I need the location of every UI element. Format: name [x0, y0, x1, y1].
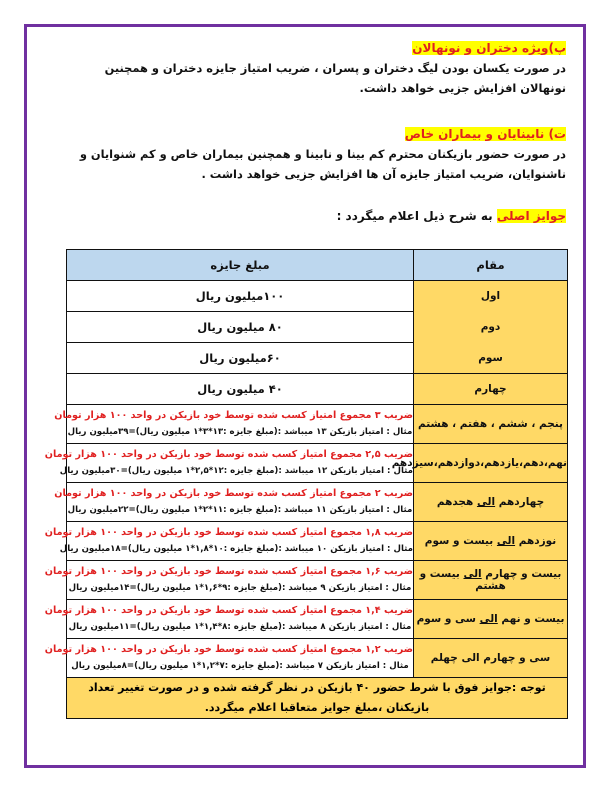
rank-range-cell	[414, 639, 568, 678]
rank-cell: چهارم	[414, 374, 568, 405]
amount-cell: ۱۰۰میلیون ریال	[67, 281, 414, 312]
header-amount: مبلغ جایزه	[67, 250, 414, 281]
formula-cell	[44, 639, 414, 678]
amount-cell: ۸۰ میلیون ریال	[67, 312, 414, 343]
table-row	[67, 639, 568, 678]
header-rank: مقام	[414, 250, 568, 281]
rank-range-start: بیست و نهم	[497, 613, 565, 625]
rank-range-start: سی و چهارم الی چهلم	[430, 652, 551, 664]
formula-cell	[44, 444, 414, 483]
formula-cell	[44, 600, 414, 639]
formula-example: مثال : امتیاز بازیکن ۷ میباشد :(مبلغ جایزه :۷*۱,۲*۱ میلیون ریال)=۸میلیون ریال	[71, 661, 409, 671]
formula-example: مثال : امتیاز بازیکن ۸ میباشد :(مبلغ جایزه :۸*۱,۴*۱ میلیون ریال)=۱۱میلیون ریال	[68, 622, 412, 632]
formula-example: مثال : امتیاز بازیکن ۱۳ میباشد :(مبلغ جایزه :۱۳*۳*۱ میلیون ریال)=۳۹میلیون ریال	[67, 427, 413, 437]
formula-cell	[54, 483, 414, 522]
formula-text: ضریب ۱,۶ مجموع امتیاز کسب شده توسط خود بازیکن در واحد ۱۰۰ هزار تومان	[44, 566, 413, 577]
table-note-row	[67, 678, 568, 719]
formula-cell	[54, 405, 414, 444]
rank-range-separator: الی	[496, 535, 516, 547]
table-note: توجه :جوایز فوق با شرط حضور ۴۰ بازیکن در نظر گرفته شده و در صورت تغییر تعداد بازیکنان ،مبلغ جوایز متعاقبا اعلام میگردد.	[67, 678, 568, 719]
formula-example: مثال : امتیاز بازیکن ۱۱ میباشد :(مبلغ جایزه :۱۱*۲*۱ میلیون ریال)=۲۲میلیون ریال	[67, 505, 413, 515]
rank-range-cell	[414, 483, 568, 522]
table-row	[67, 312, 568, 343]
rank-range-end: بیست و سوم	[424, 535, 497, 547]
rank-range-start: نهم،دهم،یازدهم،دوازدهم،سیزدهم	[391, 457, 567, 469]
rank-cell: اول	[414, 281, 568, 312]
formula-example: مثال : امتیاز بازیکن ۹ میباشد :(مبلغ جایزه :۹*۱,۶*۱ میلیون ریال)=۱۴میلیون ریال	[68, 583, 412, 593]
section-special-needs-body: در صورت حضور بازیکنان محترم کم بینا و نابینا و همچنین بیماران خاص و کم شنوایان و ناشنوایان، ضریب امتیاز جایزه آن ها افزایش جزیی خواهد داشت .	[79, 147, 566, 181]
formula-text: ضریب ۲ مجموع امتیاز کسب شده توسط خود بازیکن در واحد ۱۰۰ هزار تومان	[54, 488, 413, 499]
table-row	[67, 444, 568, 483]
table-header-row	[67, 250, 568, 281]
rank-cell: سوم	[414, 343, 568, 374]
table-row	[67, 561, 568, 600]
rank-range-separator: الی	[463, 568, 482, 580]
formula-text: ضریب ۱,۸ مجموع امتیاز کسب شده توسط خود بازیکن در واحد ۱۰۰ هزار تومان	[44, 527, 413, 538]
rank-range-cell	[414, 405, 568, 444]
formula-example: مثال : امتیاز بازیکن ۱۲ میباشد :(مبلغ جایزه :۱۲*۲,۵*۱ میلیون ریال)=۳۰میلیون ریال	[59, 466, 413, 476]
rank-range-start: نوزدهم	[515, 535, 557, 547]
section-girls-juniors-body: در صورت یکسان بودن لیگ دختران و پسران ، ضریب امتیاز جایزه دختران و همچنین نونهالان افزایش جزیی خواهد داشت.	[104, 61, 566, 95]
table-row	[67, 281, 568, 312]
formula-text: ضریب ۲,۵ مجموع امتیاز کسب شده توسط خود بازیکن در واحد ۱۰۰ هزار تومان	[44, 449, 413, 460]
section-girls-juniors-heading: پ)ویژه دختران و نونهالان	[412, 41, 566, 55]
section-special-needs	[66, 124, 566, 184]
rank-range-end: بیست و هشتم	[419, 568, 506, 592]
table-row	[67, 483, 568, 522]
amount-cell: ۶۰میلیون ریال	[67, 343, 414, 374]
formula-cell	[44, 522, 414, 561]
formula-example: مثال : امتیاز بازیکن ۱۰ میباشد :(مبلغ جایزه :۱۰*۱,۸*۱ میلیون ریال)=۱۸میلیون ریال	[59, 544, 413, 554]
main-prizes-title	[66, 206, 566, 226]
formula-cell	[44, 561, 414, 600]
rank-range-start: پنجم ، ششم ، هفتم ، هشتم	[417, 418, 564, 430]
table-row	[67, 343, 568, 374]
rank-cell: دوم	[414, 312, 568, 343]
formula-text: ضریب ۱,۴ مجموع امتیاز کسب شده توسط خود بازیکن در واحد ۱۰۰ هزار تومان	[44, 605, 413, 616]
rank-range-start: بیست و چهارم	[481, 568, 562, 580]
formula-text: ضریب ۳ مجموع امتیاز کسب شده توسط خود بازیکن در واحد ۱۰۰ هزار تومان	[54, 410, 413, 421]
rank-range-cell	[414, 522, 568, 561]
rank-range-cell	[414, 561, 568, 600]
amount-cell: ۴۰ میلیون ریال	[67, 374, 414, 405]
section-girls-juniors	[66, 38, 566, 98]
rank-range-start: چهاردهم	[495, 496, 545, 508]
rank-range-end: هجدهم	[436, 496, 477, 508]
main-prizes-highlight: جوایز اصلی	[496, 209, 566, 223]
rank-range-end: سی و سوم	[416, 613, 480, 625]
table-row	[67, 374, 568, 405]
rank-range-separator: الی	[476, 496, 496, 508]
table-row	[67, 405, 568, 444]
formula-text: ضریب ۱,۲ مجموع امتیاز کسب شده توسط خود بازیکن در واحد ۱۰۰ هزار تومان	[44, 644, 413, 655]
table-row	[67, 600, 568, 639]
rank-range-cell	[391, 444, 568, 483]
rank-range-cell	[414, 600, 568, 639]
prize-table	[44, 249, 568, 719]
table-row	[67, 522, 568, 561]
rank-range-separator: الی	[479, 613, 498, 625]
main-prizes-rest: به شرح ذیل اعلام میگردد :	[336, 209, 497, 223]
section-special-needs-heading: ت) نابینایان و بیماران خاص	[404, 127, 566, 141]
